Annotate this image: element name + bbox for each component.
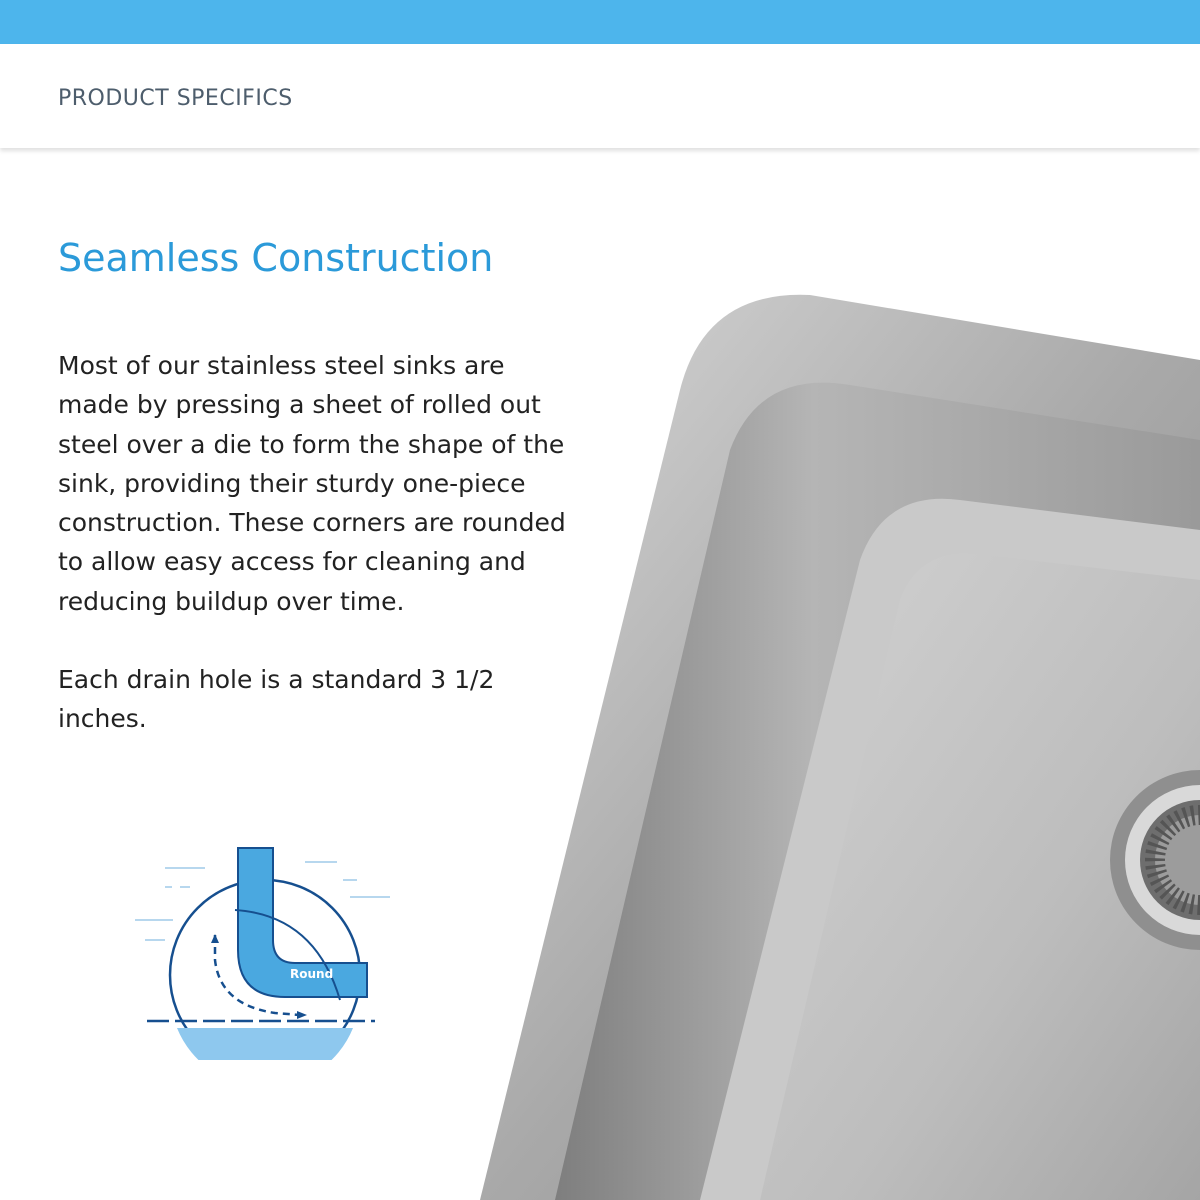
diagram-label: Round [290,967,334,981]
section-title: Seamless Construction [58,236,494,280]
section-body [58,346,578,778]
header-title: PRODUCT SPECIFICS [58,86,293,111]
drain-note-paragraph: Each drain hole is a standard 3 1/2 inches. [58,665,495,734]
description-paragraph: Most of our stainless steel sinks are made by pressing a sheet of rolled out steel over a die to form the shape of the sink, providing their sturdy one-piece construction. These corners are rounded to allow easy access for cleaning and reducing buildup over time. [58,351,566,616]
header [0,44,1200,148]
top-accent-bar [0,0,1200,44]
rounded-corner-diagram-icon [125,835,395,1060]
